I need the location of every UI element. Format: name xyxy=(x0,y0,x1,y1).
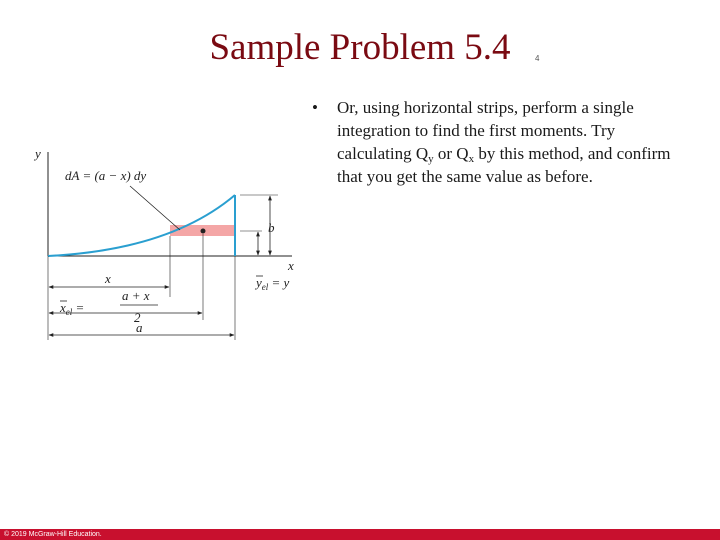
footer-bar xyxy=(0,529,720,540)
fraction-denominator: 2 xyxy=(134,310,141,325)
b-label: b xyxy=(268,220,275,235)
bullet-text xyxy=(337,96,692,188)
bullet-subscript-y: y xyxy=(428,153,434,165)
bullet-item xyxy=(312,96,692,188)
xel-label: $x_{el}$ = xyxy=(60,300,85,317)
bullet-text-part2: or Q xyxy=(433,144,469,163)
a-dim-label: a xyxy=(136,320,143,335)
bullet-subscript-x: x xyxy=(468,153,475,165)
strip-centroid xyxy=(201,229,206,234)
y-axis-label: y xyxy=(35,146,41,161)
copyright-text: © 2019 McGraw-Hill Education. xyxy=(4,531,102,538)
bullet-text-part1: Or, using horizontal strips, perform a single integration to find the first moments. Try calculating Q xyxy=(337,98,634,163)
dA-leader xyxy=(130,186,180,230)
x-axis-label: x xyxy=(288,258,294,273)
slide-number: 4 xyxy=(535,54,540,63)
x-dim-label: x xyxy=(105,271,111,286)
bullet-icon: • xyxy=(312,98,318,117)
bullet-text-part3: by this method, and confirm that you get the same value as before. xyxy=(337,144,671,186)
yel-label: $y_{el} = y$ xyxy=(256,275,290,292)
dA-label: dA = (a − x) dy xyxy=(65,168,147,183)
slide-title: Sample Problem 5.4 xyxy=(209,27,511,68)
area-integration-figure xyxy=(30,140,310,350)
fraction-numerator: a + x xyxy=(122,288,150,303)
